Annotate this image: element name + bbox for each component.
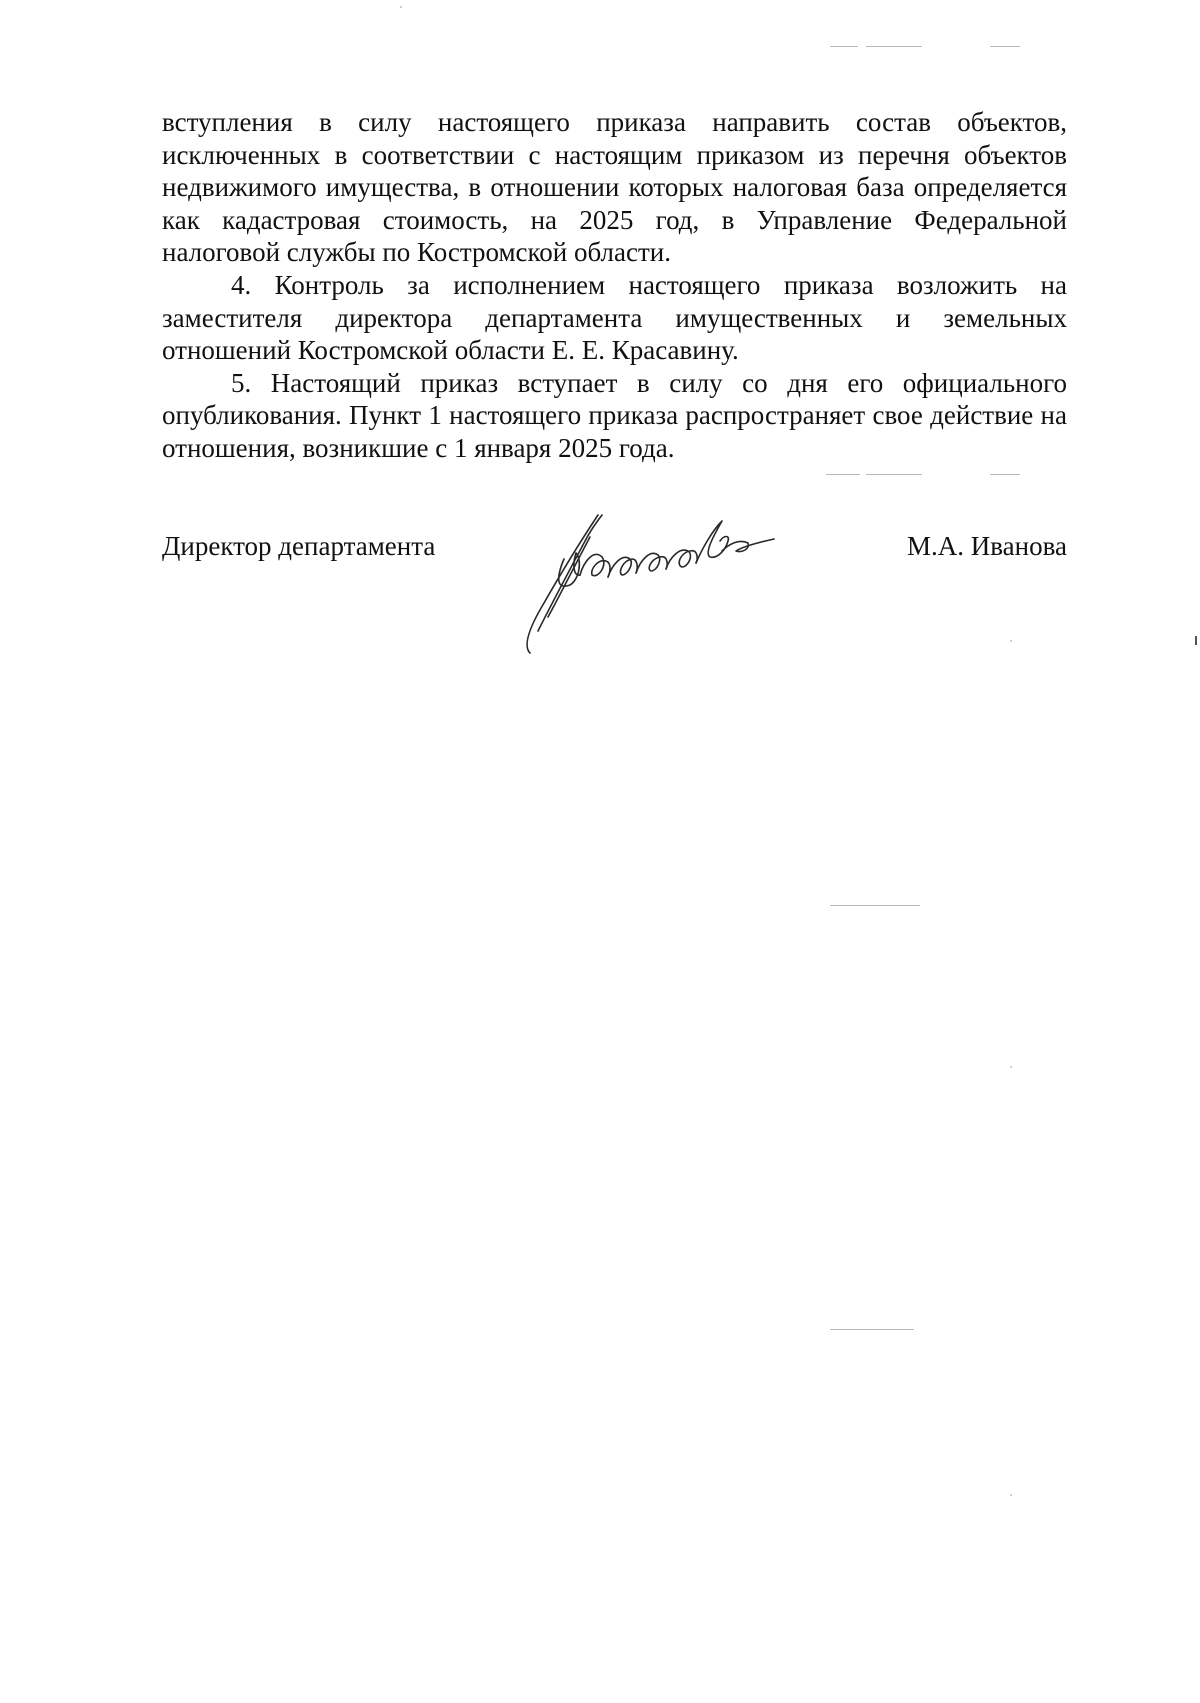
- paragraph-item-5: 5. Настоящий приказ вступает в силу со дня его официального опубликования. Пункт 1 настоящего приказа распространяет свое действие на отношения, возникшие с 1 января 2025 года.: [162, 367, 1067, 463]
- scan-artifact: [990, 46, 1020, 47]
- scan-artifact: [826, 474, 860, 475]
- scan-artifact: [1010, 640, 1012, 642]
- scan-artifact: [1010, 1494, 1012, 1496]
- handwritten-signature: [518, 505, 818, 660]
- scan-artifact: [866, 46, 922, 47]
- scan-artifact: [830, 1329, 914, 1330]
- scan-artifact: [830, 46, 858, 47]
- paragraph-item-4: 4. Контроль за исполнением настоящего приказа возложить на заместителя директора департамента имущественных и земельных отношений Костромской области Е. Е. Красавину.: [162, 269, 1067, 366]
- signatory-name: М.А. Иванова: [907, 531, 1067, 561]
- order-text: [162, 106, 1067, 465]
- scan-artifact: [1195, 636, 1197, 645]
- scan-artifact: [866, 474, 922, 475]
- scan-artifact: [1010, 1066, 1012, 1068]
- scan-artifact: [400, 6, 402, 8]
- scan-artifact: [830, 905, 920, 906]
- position-title: Директор департамента: [162, 531, 436, 561]
- scan-artifact: [990, 474, 1020, 475]
- paragraph-continuation: вступления в силу настоящего приказа направить состав объектов, исключенных в соответствии с настоящим приказом из перечня объектов недвижимого имущества, в отношении которых налоговая база определяется как кадастровая стоимость, на 2025 год, в Управление Федеральной налоговой службы по Костромской области.: [162, 107, 1067, 268]
